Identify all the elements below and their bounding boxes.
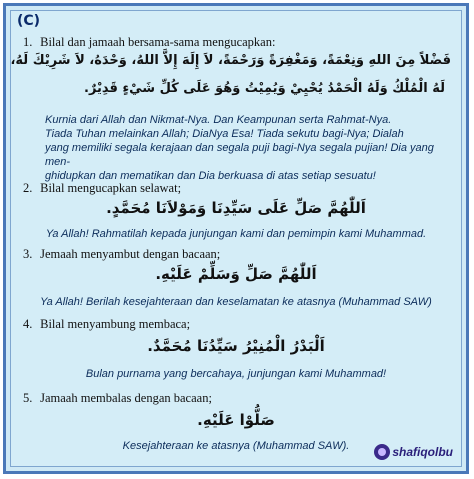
translation-line: yang memiliki segala kerajaan dan segala puji bagi-Nya segala pujian! Dia yang men- [45, 142, 434, 168]
item-4-translation: Bulan purnama yang bercahaya, junjungan kami Muhammad! [85, 368, 387, 380]
item-number: 1. [23, 35, 33, 49]
item-4-arabic: اَلْبَدْرُ الْمُنِيْرُ سَيِّدُنَا مُحَمَّدٌ. [147, 337, 325, 355]
item-5-arabic: صَلُّوْا عَلَيْهِ. [197, 411, 275, 429]
item-heading-text: Bilal dan jamaah bersama-sama mengucapkan: [40, 35, 276, 49]
item-number: 3. [23, 247, 33, 261]
item-1-arabic-line-2: لَهُ الْمُلْكُ وَلَهُ الْحَمْدُ يُحْيِيْ وَيُمِيْتُ وَهُوَ عَلَى كُلِّ شَيْءٍ قَدِيْرٌ. [84, 81, 445, 96]
content-panel [10, 10, 462, 467]
item-3-translation: Ya Allah! Berilah kesejahteraan dan keselamatan ke atasnya (Muhammad SAW) [40, 296, 432, 308]
item-number: 5. [23, 391, 33, 405]
shafiqolbu-logo-icon [374, 444, 390, 460]
item-2-heading [23, 181, 181, 196]
translation-line: Tiada Tuhan melainkan Allah; DiaNya Esa! Tiada sekutu bagi-Nya; Dialah [45, 128, 404, 140]
item-1-heading [23, 35, 275, 50]
content-frame [3, 3, 469, 474]
item-1-translation [45, 113, 461, 183]
item-5-heading [23, 391, 212, 406]
item-2-translation: Ya Allah! Rahmatilah kepada junjungan kami dan pemimpin kami Muhammad. [45, 228, 427, 240]
item-heading-text: Bilal mengucapkan selawat; [40, 181, 182, 195]
item-4-heading [23, 317, 190, 332]
item-3-arabic: اَللّٰهُمَّ صَلِّ وَسَلِّمْ عَلَيْهِ. [155, 265, 317, 283]
item-1-arabic-line-1: فَضْلاً مِنَ اللهِ وَنِعْمَةً، وَمَغْفِرَةً وَرَحْمَةً، لاَ إِلَهَ إِلاَّ اللهُ، وَحْدَهُ، لاَ شَرِيْكَ لَهُ، [10, 53, 451, 68]
item-heading-text: Bilal menyambung membaca; [40, 317, 191, 331]
watermark [374, 444, 453, 460]
item-5-translation: Kesejahteraan ke atasnya (Muhammad SAW). [122, 440, 350, 452]
item-heading-text: Jamaah membalas dengan bacaan; [40, 391, 212, 405]
item-heading-text: Jemaah menyambut dengan bacaan; [40, 247, 221, 261]
watermark-text: shafiqolbu [392, 445, 453, 459]
section-label: (C) [17, 13, 41, 29]
item-3-heading [23, 247, 220, 262]
item-number: 2. [23, 181, 33, 195]
item-2-arabic: اَللّٰهُمَّ صَلِّ عَلَى سَيِّدِنَا وَمَوْلاَنَا مُحَمَّدٍ. [106, 199, 366, 217]
item-number: 4. [23, 317, 33, 331]
translation-line: Kurnia dari Allah dan Nikmat-Nya. Dan Keampunan serta Rahmat-Nya. [45, 114, 392, 126]
translation-line: ghidupkan dan mematikan dan Dia berkuasa di atas setiap sesuatu! [45, 170, 376, 182]
